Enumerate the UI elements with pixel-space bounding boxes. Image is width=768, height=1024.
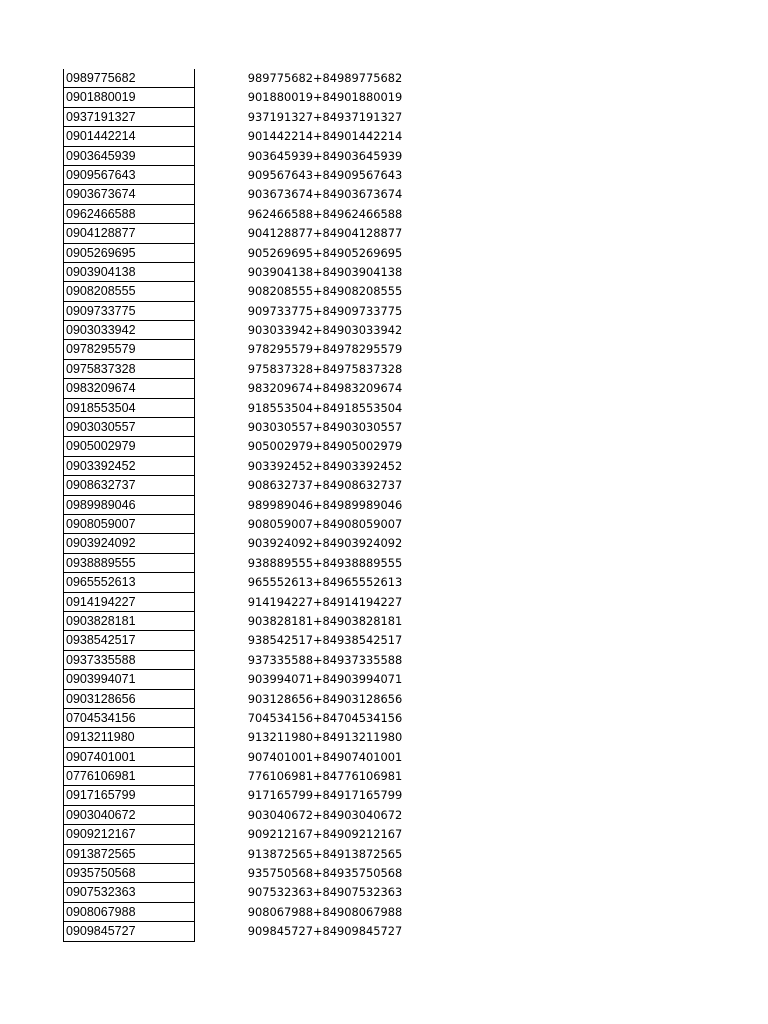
international-number-cell: +84914194227 (313, 594, 403, 609)
phone-cell[interactable]: 0935750568 (63, 864, 195, 883)
local-number-cell: 937191327 (247, 109, 313, 124)
international-number-cell: +84909845727 (313, 924, 403, 939)
local-number-cell: 937335588 (247, 652, 313, 667)
table-row (63, 864, 603, 883)
phone-cell[interactable]: 0903994071 (63, 670, 195, 689)
international-number-cell: +84903040672 (313, 807, 403, 822)
local-number-cell: 903828181 (247, 613, 313, 628)
international-number-cell: +84935750568 (313, 866, 403, 881)
local-number-cell: 903645939 (247, 148, 313, 163)
local-number-cell: 903030557 (247, 420, 313, 435)
phone-cell[interactable]: 0989775682 (63, 69, 195, 88)
phone-cell[interactable]: 0918553504 (63, 399, 195, 418)
local-number-cell: 901880019 (247, 90, 313, 105)
phone-cell[interactable]: 0901442214 (63, 127, 195, 146)
local-number-cell: 908059007 (247, 516, 313, 531)
phone-cell[interactable]: 0903040672 (63, 806, 195, 825)
local-number-cell: 903128656 (247, 691, 313, 706)
international-number-cell: +84903128656 (313, 691, 403, 706)
local-number-cell: 938542517 (247, 633, 313, 648)
phone-cell[interactable]: 0903828181 (63, 612, 195, 631)
phone-cell[interactable]: 0937191327 (63, 108, 195, 127)
phone-cell[interactable]: 0938542517 (63, 631, 195, 650)
table-row (63, 360, 603, 379)
phone-cell[interactable]: 0983209674 (63, 379, 195, 398)
international-number-cell: +84901880019 (313, 90, 403, 105)
table-row (63, 476, 603, 495)
phone-cell[interactable]: 0908208555 (63, 282, 195, 301)
international-number-cell: +84908208555 (313, 284, 403, 299)
phone-cell[interactable]: 0903904138 (63, 263, 195, 282)
local-number-cell: 989989046 (247, 497, 313, 512)
table-row (63, 224, 603, 243)
local-number-cell: 908632737 (247, 478, 313, 493)
table-row (63, 534, 603, 553)
local-number-cell: 913211980 (247, 730, 313, 745)
table-row (63, 922, 603, 941)
local-number-cell: 903673674 (247, 187, 313, 202)
phone-cell[interactable]: 0989989046 (63, 496, 195, 515)
international-number-cell: +84903392452 (313, 458, 403, 473)
table-row (63, 321, 603, 340)
local-number-cell: 975837328 (247, 361, 313, 376)
table-row (63, 147, 603, 166)
international-number-cell: +84903645939 (313, 148, 403, 163)
international-number-cell: +84962466588 (313, 206, 403, 221)
local-number-cell: 907401001 (247, 749, 313, 764)
table-row (63, 767, 603, 786)
table-row (63, 554, 603, 573)
international-number-cell: +84913211980 (313, 730, 403, 745)
local-number-cell: 983209674 (247, 381, 313, 396)
local-number-cell: 965552613 (247, 575, 313, 590)
table-row (63, 205, 603, 224)
phone-cell[interactable]: 0908059007 (63, 515, 195, 534)
international-number-cell: +84913872565 (313, 846, 403, 861)
international-number-cell: +84776106981 (313, 769, 403, 784)
phone-cell[interactable]: 0903128656 (63, 690, 195, 709)
table-row (63, 806, 603, 825)
phone-cell[interactable]: 0903030557 (63, 418, 195, 437)
local-number-cell: 904128877 (247, 226, 313, 241)
local-number-cell: 909567643 (247, 167, 313, 182)
phone-cell[interactable]: 0901880019 (63, 88, 195, 107)
international-number-cell: +84903994071 (313, 672, 403, 687)
international-number-cell: +84909733775 (313, 303, 403, 318)
international-number-cell: +84903030557 (313, 420, 403, 435)
local-number-cell: 905269695 (247, 245, 313, 260)
phone-cell[interactable]: 0909567643 (63, 166, 195, 185)
international-number-cell: +84903828181 (313, 613, 403, 628)
international-number-cell: +84917165799 (313, 788, 403, 803)
table-row (63, 631, 603, 650)
local-number-cell: 776106981 (247, 769, 313, 784)
international-number-cell: +84908632737 (313, 478, 403, 493)
international-number-cell: +84903924092 (313, 536, 403, 551)
local-number-cell: 962466588 (247, 206, 313, 221)
international-number-cell: +84918553504 (313, 400, 403, 415)
phone-cell[interactable]: 0907401001 (63, 748, 195, 767)
table-row (63, 670, 603, 689)
table-row (63, 340, 603, 359)
phone-cell[interactable]: 0962466588 (63, 205, 195, 224)
table-row (63, 263, 603, 282)
international-number-cell: +84903033942 (313, 323, 403, 338)
table-row (63, 573, 603, 592)
table-row (63, 244, 603, 263)
table-row (63, 825, 603, 844)
local-number-cell: 909845727 (247, 924, 313, 939)
local-number-cell: 908067988 (247, 904, 313, 919)
table-row (63, 302, 603, 321)
table-row (63, 127, 603, 146)
phone-cell[interactable]: 0909845727 (63, 922, 195, 941)
international-number-cell: +84901442214 (313, 129, 403, 144)
phone-cell[interactable]: 0975837328 (63, 360, 195, 379)
local-number-cell: 907532363 (247, 885, 313, 900)
phone-cell[interactable]: 0907532363 (63, 883, 195, 902)
phone-cell[interactable]: 0704534156 (63, 709, 195, 728)
table-row (63, 845, 603, 864)
international-number-cell: +84978295579 (313, 342, 403, 357)
international-number-cell: +84905002979 (313, 439, 403, 454)
international-number-cell: +84907401001 (313, 749, 403, 764)
international-number-cell: +84937335588 (313, 652, 403, 667)
local-number-cell: 903924092 (247, 536, 313, 551)
phone-cell[interactable]: 0908632737 (63, 476, 195, 495)
table-row (63, 690, 603, 709)
phone-cell[interactable]: 0978295579 (63, 340, 195, 359)
phone-cell[interactable]: 0905002979 (63, 437, 195, 456)
international-number-cell: +84904128877 (313, 226, 403, 241)
phone-cell[interactable]: 0776106981 (63, 767, 195, 786)
international-number-cell: +84909212167 (313, 827, 403, 842)
local-number-cell: 913872565 (247, 846, 313, 861)
local-number-cell: 917165799 (247, 788, 313, 803)
international-number-cell: +84938889555 (313, 555, 403, 570)
phone-cell[interactable]: 0903673674 (63, 185, 195, 204)
local-number-cell: 903994071 (247, 672, 313, 687)
local-number-cell: 914194227 (247, 594, 313, 609)
phone-cell[interactable]: 0937335588 (63, 651, 195, 670)
table-row (63, 496, 603, 515)
international-number-cell: +84909567643 (313, 167, 403, 182)
international-number-cell: +84907532363 (313, 885, 403, 900)
table-row (63, 457, 603, 476)
local-number-cell: 908208555 (247, 284, 313, 299)
international-number-cell: +84989775682 (313, 71, 403, 85)
phone-cell[interactable]: 0903392452 (63, 457, 195, 476)
table-row (63, 903, 603, 922)
phone-cell[interactable]: 0965552613 (63, 573, 195, 592)
local-number-cell: 918553504 (247, 400, 313, 415)
phone-cell[interactable]: 0909212167 (63, 825, 195, 844)
local-number-cell: 935750568 (247, 866, 313, 881)
local-number-cell: 978295579 (247, 342, 313, 357)
table-row (63, 379, 603, 398)
international-number-cell: +84938542517 (313, 633, 403, 648)
phone-cell[interactable]: 0913872565 (63, 845, 195, 864)
local-number-cell: 989775682 (247, 71, 313, 85)
international-number-cell: +84903673674 (313, 187, 403, 202)
table-row (63, 418, 603, 437)
table-row (63, 437, 603, 456)
phone-cell[interactable]: 0903645939 (63, 147, 195, 166)
phone-cell[interactable]: 0903033942 (63, 321, 195, 340)
phone-cell[interactable]: 0909733775 (63, 302, 195, 321)
international-number-cell: +84983209674 (313, 381, 403, 396)
local-number-cell: 905002979 (247, 439, 313, 454)
table-row (63, 69, 603, 88)
international-number-cell: +84905269695 (313, 245, 403, 260)
local-number-cell: 909733775 (247, 303, 313, 318)
international-number-cell: +84908067988 (313, 904, 403, 919)
table-row (63, 786, 603, 805)
phone-cell[interactable]: 0903924092 (63, 534, 195, 553)
table-row (63, 108, 603, 127)
local-number-cell: 903392452 (247, 458, 313, 473)
international-number-cell: +84989989046 (313, 497, 403, 512)
table-row (63, 593, 603, 612)
international-number-cell: +84975837328 (313, 361, 403, 376)
phone-cell[interactable]: 0913211980 (63, 728, 195, 747)
local-number-cell: 901442214 (247, 129, 313, 144)
international-number-cell: +84965552613 (313, 575, 403, 590)
phone-cell[interactable]: 0938889555 (63, 554, 195, 573)
international-number-cell: +84908059007 (313, 516, 403, 531)
table-row (63, 282, 603, 301)
local-number-cell: 903904138 (247, 264, 313, 279)
phone-cell[interactable]: 0917165799 (63, 786, 195, 805)
local-number-cell: 704534156 (247, 710, 313, 725)
phone-number-sheet (63, 69, 603, 942)
international-number-cell: +84704534156 (313, 710, 403, 725)
table-row (63, 185, 603, 204)
table-row (63, 748, 603, 767)
local-number-cell: 938889555 (247, 555, 313, 570)
international-number-cell: +84937191327 (313, 109, 403, 124)
local-number-cell: 903040672 (247, 807, 313, 822)
table-row (63, 709, 603, 728)
phone-cell[interactable]: 0914194227 (63, 593, 195, 612)
phone-cell[interactable]: 0908067988 (63, 903, 195, 922)
table-row (63, 166, 603, 185)
table-row (63, 883, 603, 902)
table-row (63, 728, 603, 747)
phone-cell[interactable]: 0905269695 (63, 244, 195, 263)
table-row (63, 399, 603, 418)
phone-cell[interactable]: 0904128877 (63, 224, 195, 243)
local-number-cell: 909212167 (247, 827, 313, 842)
table-row (63, 651, 603, 670)
table-row (63, 515, 603, 534)
table-row (63, 88, 603, 107)
local-number-cell: 903033942 (247, 323, 313, 338)
table-row (63, 612, 603, 631)
international-number-cell: +84903904138 (313, 264, 403, 279)
